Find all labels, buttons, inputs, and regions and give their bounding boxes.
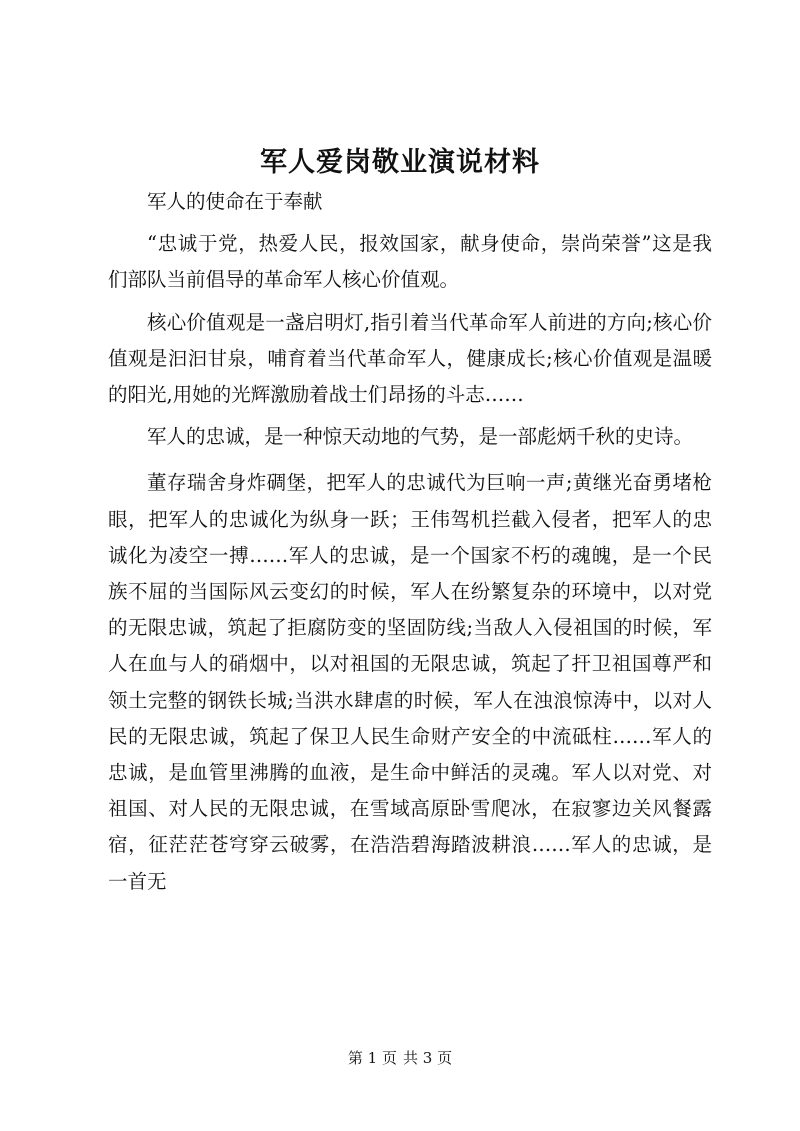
paragraph-subtitle: 军人的使命在于奉献 <box>147 190 323 213</box>
paragraph-core-values-metaphor: 核心价值观是一盏启明灯,指引着当代革命军人前进的方向;核心价值观是汩汩甘泉，哺育着当代革命军人，健康成长;核心价值观是温暖的阳光,用她的光辉激励着战士们昂扬的斗志…… <box>108 310 712 407</box>
paragraph-loyalty: 军人的忠诚，是一种惊天动地的气势，是一部彪炳千秋的史诗。 <box>147 425 694 449</box>
page-footer <box>0 1048 800 1068</box>
paragraph-heroes: 董存瑞舍身炸碉堡，把军人的忠诚代为巨响一声;黄继光奋勇堵枪眼，把军人的忠诚化为纵身一跃；王伟驾机拦截入侵者，把军人的忠诚化为凌空一搏……军人的忠诚，是一个国家不朽的魂魄，是一个民族不屈的当国际风云变幻的时候，军人在纷繁复杂的环境中，以对党的无限忠诚，筑起了拒腐防变的坚固防线;当敌人入侵祖国的时候，军人在血与人的硝烟中，以对祖国的无限忠诚，筑起了扞卫祖国尊严和领土完整的钢铁长城;当洪水肆虐的时候，军人在浊浪惊涛中，以对人民的无限忠诚，筑起了保卫人民生命财产安全的中流砥柱……军人的忠诚，是血管里沸腾的血液，是生命中鲜活的灵魂。军人以对党、对祖国、对人民的无限忠诚，在雪域高原卧雪爬冰，在寂寥边关风餐露宿，征茫茫苍穹穿云破雾，在浩浩碧海踏波耕浪……军人的忠诚，是一首无 <box>108 471 712 893</box>
page-number: 第 1 页 <box>347 1049 397 1067</box>
document-body <box>108 184 712 900</box>
document-title: 军人爱岗敬业演说材料 <box>260 147 540 178</box>
page-total: 共 3 页 <box>403 1049 453 1067</box>
paragraph-core-values: “忠诚于党，热爱人民，报效国家，献身使命，崇尚荣誉”这是我们部队当前倡导的革命军人核心价值观。 <box>108 232 712 292</box>
